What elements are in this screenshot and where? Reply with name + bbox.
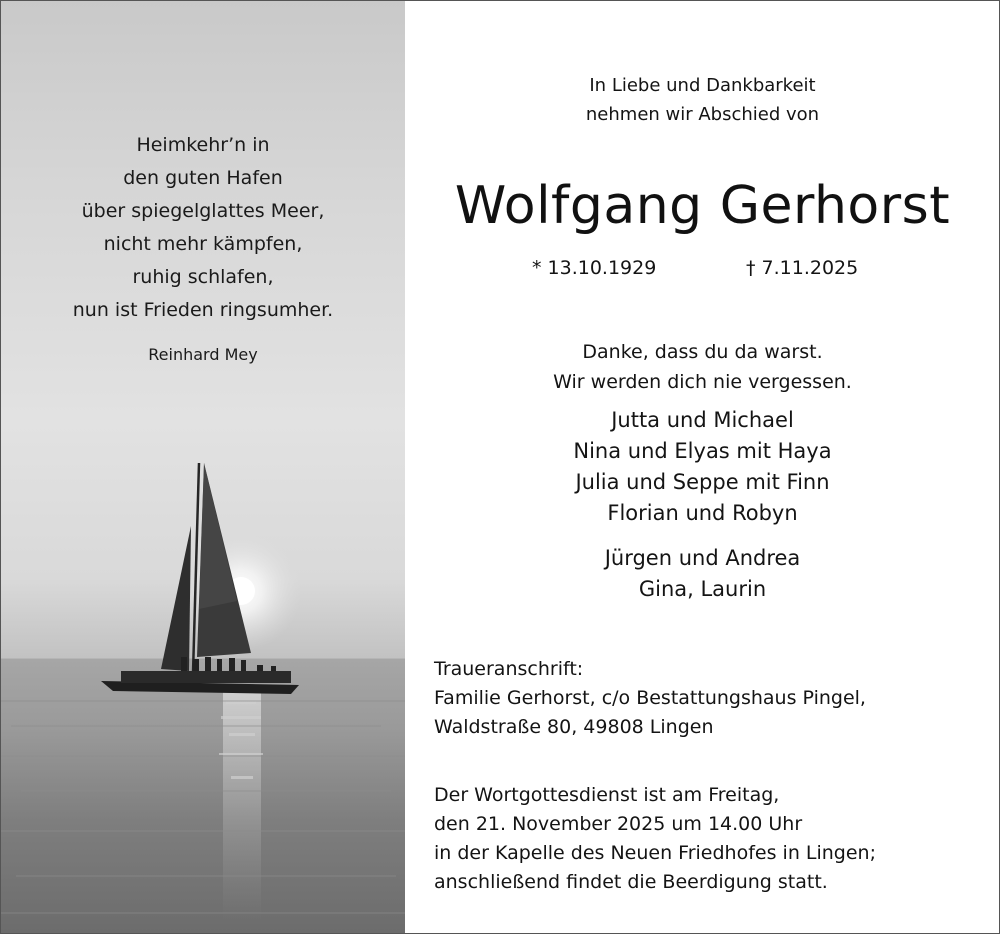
notice-text-panel: [406, 1, 999, 933]
thanks-line: Danke, dass du da warst.: [582, 341, 823, 363]
service-line: anschließend findet die Beerdigung statt.: [434, 871, 828, 893]
birth-date: * 13.10.1929: [532, 257, 657, 279]
deceased-name: Wolfgang Gerhorst: [454, 176, 951, 236]
poem-author: Reinhard Mey: [148, 345, 258, 364]
address-line: Familie Gerhorst, c/o Bestattungshaus Pingel,: [434, 687, 866, 709]
intro-line: In Liebe und Dankbarkeit: [589, 75, 816, 96]
poem-line: über spiegelglattes Meer,: [81, 200, 325, 222]
sailboat-photo: [1, 1, 405, 933]
thanks-line: Wir werden dich nie vergessen.: [553, 371, 852, 393]
intro-line: nehmen wir Abschied von: [585, 104, 820, 125]
thanks-text: [406, 337, 999, 397]
poem-line: Heimkehr’n in: [136, 134, 270, 156]
poem: [1, 129, 405, 327]
poem-line: den guten Hafen: [123, 167, 283, 189]
address-line: Waldstraße 80, 49808 Lingen: [434, 716, 714, 738]
poem-line: nun ist Frieden ringsumher.: [72, 299, 334, 321]
service-line: in der Kapelle des Neuen Friedhofes in Lingen;: [434, 842, 877, 864]
mourner-line: Florian und Robyn: [607, 501, 798, 525]
mourner-line: Julia und Seppe mit Finn: [575, 470, 830, 494]
mourners-group-1: [406, 405, 999, 529]
address-label: Traueranschrift:: [434, 658, 584, 680]
death-date: † 7.11.2025: [746, 257, 859, 279]
service-line: den 21. November 2025 um 14.00 Uhr: [434, 813, 803, 835]
mourner-line: Jürgen und Andrea: [604, 546, 801, 570]
service-info: [434, 781, 994, 897]
mourner-line: Jutta und Michael: [611, 408, 794, 432]
mourners-group-2: [406, 543, 999, 605]
mourning-address: [434, 655, 994, 742]
intro-text: [406, 71, 999, 129]
poem-line: ruhig schlafen,: [132, 266, 274, 288]
mourner-line: Nina und Elyas mit Haya: [573, 439, 832, 463]
mourner-line: Gina, Laurin: [638, 577, 767, 601]
service-line: Der Wortgottesdienst ist am Freitag,: [434, 784, 780, 806]
poem-line: nicht mehr kämpfen,: [103, 233, 303, 255]
